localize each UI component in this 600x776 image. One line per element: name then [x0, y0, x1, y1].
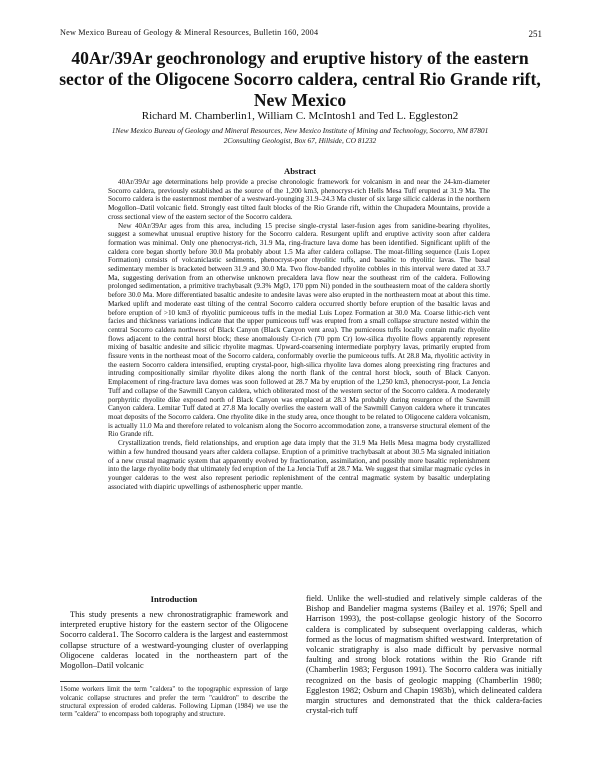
abstract-paragraph: Crystallization trends, field relationships, and eruption age data imply that the 31.9 Ma Hells Mesa magma body crystallized within a few hundred thousand years after caldera collapse. Eruption of a primitive trachybasalt at about 30.5 Ma signaled initiation of a new crustal magmatic system that apparently evolved by fractionation, assimilation, and possibly more basaltic replenishment into the large rhyolite body that ultimately fed eruption of the La Jencia Tuff at 28.7 Ma. We suggest that similar magmatic cycles in younger calderas to the west also represent periodic replenishment of the central magmatic system by basaltic underplating associated with diapiric upwellings of asthenospheric upper mantle.	[108, 439, 490, 491]
abstract-body	[108, 178, 490, 491]
affiliation-2: 2Consulting Geologist, Box 67, Hillside, CO 81232	[223, 136, 377, 145]
right-column	[306, 594, 542, 716]
footnote-divider	[60, 681, 140, 682]
introduction-heading: Introduction	[150, 594, 198, 604]
page-number: 251	[528, 29, 542, 39]
affiliation-1: 1New Mexico Bureau of Geology and Mineral Resources, New Mexico Institute of Mining and Technology, Socorro, NM 87801	[111, 126, 489, 135]
author-list: Richard M. Chamberlin1, William C. McIntosh1 and Ted L. Eggleston2	[141, 110, 459, 122]
abstract-heading: Abstract	[284, 166, 316, 176]
abstract-paragraph: 40Ar/39Ar age determinations help provide a precise chronologic framework for volcanism in and near the 24-km-diameter Socorro caldera, previously established as the source of the 1,200 km3, phenocryst-rich Hells Mesa Tuff erupted at 31.9 Ma. The Socorro caldera is the easternmost member of a westward-younging 31.9–24.3 Ma cluster of six large silicic calderas in the northern Mogollon–Datil volcanic field. Strongly east tilted fault blocks of the Rio Grande rift, within the Chupadera Mountains, provide a cross sectional view of the eastern sector of the Socorro caldera.	[108, 178, 490, 221]
introduction-paragraph: This study presents a new chronostratigraphic framework and interpreted eruptive history for the eastern sector of the Oligocene Socorro caldera1. The Socorro caldera is the largest and easternmost collapse structure of a westward-younging cluster of overlapping Oligocene calderas located in the northeastern part of the Mogollon–Datil volcanic	[60, 610, 288, 671]
footnote: 1Some workers limit the term "caldera" to the topographic expression of large volcanic collapse structures and prefer the term "cauldron" to describe the structural expression of eroded calderas. Following Lipman (1984) we use the term "caldera" to encompass both topography and structure.	[60, 686, 288, 719]
left-column	[60, 594, 288, 719]
paper-title: 40Ar/39Ar geochronology and eruptive history of the eastern sector of the Oligocene Socorro caldera, central Rio Grande rift, New Mexico	[59, 48, 541, 110]
introduction-continuation: field. Unlike the well-studied and relatively simple calderas of the Bishop and Bandelier magma systems (Bailey et al. 1976; Spell and Harrison 1993), the post-collapse geologic history of the Socorro caldera is complicated by subsequent overlapping calderas, which formed as the locus of magmatism shifted westward. Interpretation of volcanic stratigraphy is also made difficult by pervasive normal faulting and strong block rotations within the Rio Grande rift (Chamberlin 1983; Ferguson 1991). The Socorro caldera was initially recognized on the basis of geologic mapping (Chamberlin 1980; Eggleston 1982; Osburn and Chapin 1983b), which delineated caldera margin structures and demonstrated that the thick caldera-facies crystal-rich tuff	[306, 594, 542, 716]
abstract-paragraph: New 40Ar/39Ar ages from this area, including 15 precise single-crystal laser-fusion ages from sanidine-bearing rhyolites, suggest a somewhat unusual eruptive history for the Socorro caldera. Resurgent uplift and eruptive activity soon after caldera formation was minimal. Only one phenocryst-rich, 31.9 Ma, ring-fracture lava dome has been identified. Significant uplift of the caldera core began shortly before 30.0 Ma probably about 1.5 Ma after caldera collapse. The moat-filling sequence (Luis Lopez Formation) consists of volcaniclastic sediments, phenocryst-poor rhyolitic tuffs, and basaltic to rhyolitic lavas. The basal sedimentary member is bracketed between 31.9 and 30.0 Ma. Two flow-banded rhyolite cobbles in this interval were dated at 33.7 Ma, suggesting derivation from an otherwise unknown precaldera lava flow near the southeast rim of the caldera. Following prolonged sedimentation, a primitive trachybasalt (9.3% MgO, 170 ppm Ni) ponded in the southeastern moat of the caldera shortly before 30.0 Ma. More differentiated basaltic andesite to andesite lavas were also erupted in the northeastern moat at about this time. Marked uplift and moderate east tilting of the central Socorro caldera occurred shortly before eruption of the basaltic lavas and before eruption of >10 km3 of rhyolitic pumiceous tuffs in the medial Luis Lopez Formation at 30.0 Ma. Coarse lithic-rich vent facies and thickness variations indicate that the upper pumiceous tuff was erupted from a small collapse structure nested within the central Socorro caldera northwest of Black Canyon (Black Canyon vent area). The pumiceous tuffs locally contain mafic rhyolite flows adjacent to the central horst block; these anomalously Cr-rich (70 ppm Cr) low-silica rhyolite flows apparently represent mixing of basaltic andesite and silicic rhyolite magmas. Upward-coarsening intermediate porphyry lavas, primarily erupted from fissure vents in the northeast moat of the Socorro caldera, conformably overlie the pumiceous tuffs. At 28.8 Ma, rhyolitic activity in the eastern Socorro caldera intensified, erupting crystal-poor, high-silica rhyolite lava domes along preexisting ring fractures and intruding compositionally similar rhyolite dikes along the north flank of the central horst block, south of Black Canyon. Emplacement of ring-fracture lava domes was soon followed at 28.7 Ma by eruption of the 1,250 km3, phenocryst-poor, La Jencia Tuff and collapse of the Sawmill Canyon caldera, which obliterated most of the western sector of the Socorro caldera. A moderately porphyritic rhyolite dike exposed north of Black Canyon was emplaced at 28.3 Ma probably during resurgence of the Sawmill Canyon caldera. Lemitar Tuff dated at 27.8 Ma locally overlies the eastern wall of the Sawmill Canyon caldera where it truncates moat deposits of the Socorro caldera. One rhyolite dike in the study area, once thought to be related to Oligocene caldera volcanism, is actually 11.0 Ma and therefore related to volcanism along the Socorro accommodation zone, a transverse structural element of the Rio Grande rift.	[108, 221, 490, 439]
running-head: New Mexico Bureau of Geology & Mineral Resources, Bulletin 160, 2004	[60, 28, 319, 37]
